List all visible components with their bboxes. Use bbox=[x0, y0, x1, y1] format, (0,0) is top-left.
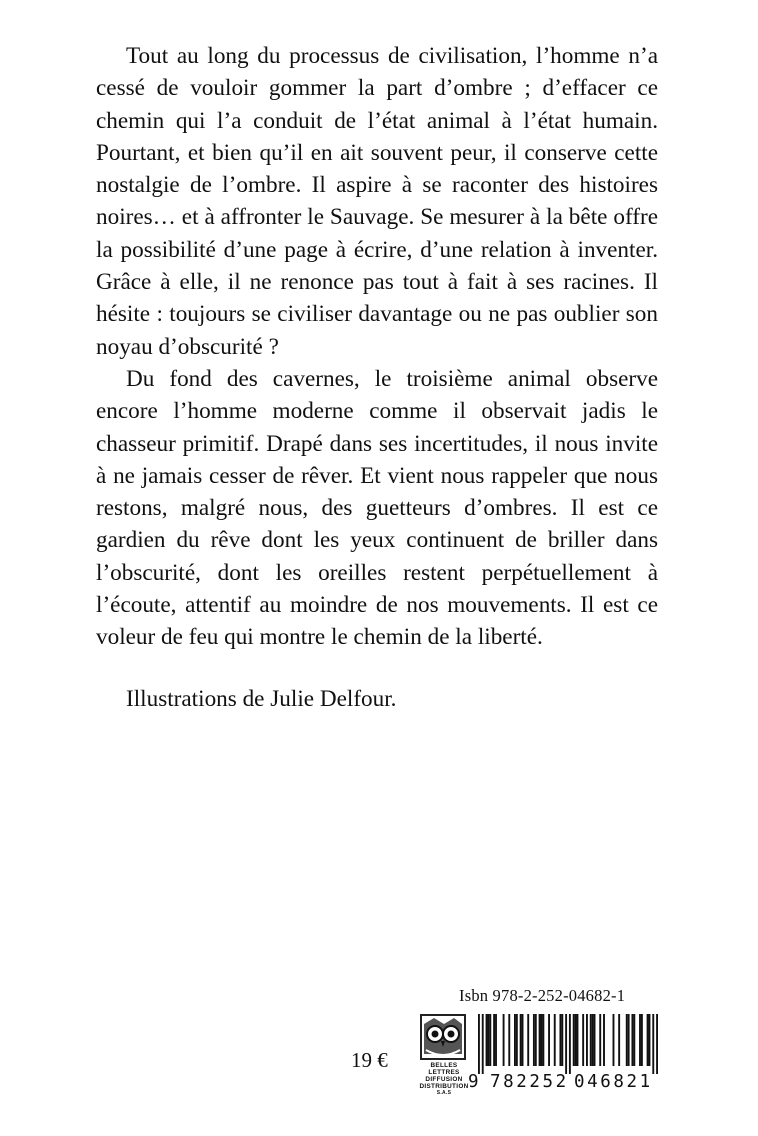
logo-line-1: BELLES LETTRES bbox=[428, 1062, 460, 1076]
barcode-digits bbox=[468, 1072, 658, 1094]
barcode-bar bbox=[594, 1014, 596, 1066]
barcode-bar bbox=[559, 1014, 561, 1066]
barcode-bar bbox=[514, 1014, 516, 1066]
barcode-bar bbox=[626, 1014, 628, 1066]
back-cover-text bbox=[96, 40, 658, 654]
barcode-bar bbox=[535, 1014, 537, 1066]
barcode-bar bbox=[542, 1014, 544, 1066]
barcode-bar bbox=[503, 1014, 505, 1066]
barcode-bar bbox=[647, 1014, 649, 1066]
barcode-bar bbox=[639, 1014, 641, 1066]
barcode-bar bbox=[522, 1014, 524, 1066]
barcode-bar bbox=[603, 1014, 605, 1066]
barcode-bar bbox=[618, 1014, 620, 1066]
price: 19 € bbox=[351, 1048, 388, 1072]
barcode-bar bbox=[548, 1014, 550, 1066]
barcode-right-digits: 046821 bbox=[574, 1072, 653, 1092]
barcode-bar bbox=[508, 1014, 510, 1066]
barcode-bar bbox=[628, 1014, 630, 1066]
logo-line-2: DIFFUSION bbox=[425, 1076, 463, 1083]
barcode-bar bbox=[487, 1014, 489, 1066]
isbn-text: Isbn 978-2-252-04682-1 bbox=[459, 986, 626, 1005]
barcode-bar bbox=[561, 1014, 563, 1066]
barcode-bar bbox=[520, 1014, 522, 1066]
barcode-bar bbox=[554, 1014, 556, 1066]
barcode-bar bbox=[613, 1014, 615, 1066]
barcode-bar bbox=[633, 1014, 635, 1066]
barcode-left-digits: 782252 bbox=[490, 1072, 569, 1092]
barcode-guard-bar bbox=[652, 1014, 654, 1074]
barcode-bar bbox=[575, 1014, 577, 1066]
barcode-lead-digit: 9 bbox=[468, 1072, 479, 1092]
barcode-bar bbox=[582, 1014, 584, 1066]
barcode-bars bbox=[478, 1014, 658, 1074]
barcode-bar bbox=[592, 1014, 594, 1066]
barcode-guard-bar bbox=[656, 1014, 658, 1074]
illustration-credit: Illustrations de Julie Delfour. bbox=[126, 686, 397, 712]
barcode-bar bbox=[631, 1014, 633, 1066]
barcode-bar bbox=[516, 1014, 518, 1066]
paragraph-2: Du fond des cavernes, le troisième animal observe encore l’homme moderne comme il observait jadis le chasseur primitif. Drapé dans ses incertitudes, il nous invite à ne jamais cesser de rêver. Et vient nous rappeler que nous restons, malgré nous, des guetteurs d’ombres. Il est ce gardien du rêve dont les yeux continuent de briller dans l’obscurité, dont les oreilles restent perpétuellement à l’écoute, attentif au moindre de nos mouvements. Il est ce voleur de feu qui montre le chemin de la liberté. bbox=[96, 365, 658, 651]
barcode-guard-bar bbox=[482, 1014, 484, 1074]
barcode-guard-bar bbox=[569, 1014, 571, 1074]
barcode-bar bbox=[539, 1014, 541, 1066]
paragraph-1: Tout au long du processus de civilisation, l’homme n’a cessé de vouloir gommer la part d’ombre ; d’effacer ce chemin qui l’a conduit de l’état animal à l’état humain. Pourtant, et bien qu’il en ait souvent peur, il conserve cette nostalgie de l’ombre. Il aspire à se raconter des histoires noires… et à affronter le Sauvage. Se mesurer à la bête offre la possibilité d’une page à écrire, d’une relation à inventer. Grâce à elle, il ne renonce pas tout à fait à ses racines. Il hésite : toujours se civiliser davantage ou ne pas oublier son noyau d’obscurité ? bbox=[96, 43, 658, 360]
logo-line-3: DISTRIBUTION bbox=[419, 1083, 469, 1090]
barcode-guard-bar bbox=[478, 1014, 480, 1074]
barcode-bar bbox=[527, 1014, 529, 1066]
barcode-bar bbox=[495, 1014, 497, 1066]
logo-line-4: S.A.S bbox=[436, 1090, 452, 1096]
barcode-bar bbox=[649, 1014, 651, 1066]
barcode-bar bbox=[489, 1014, 491, 1066]
barcode-bar bbox=[486, 1014, 488, 1066]
barcode bbox=[468, 1014, 658, 1096]
barcode-bar bbox=[641, 1014, 643, 1066]
barcode-bar bbox=[493, 1014, 495, 1066]
barcode-bar bbox=[599, 1014, 601, 1066]
barcode-guard-bar bbox=[565, 1014, 567, 1074]
barcode-bar bbox=[577, 1014, 579, 1066]
barcode-bar bbox=[533, 1014, 535, 1066]
barcode-bar bbox=[541, 1014, 543, 1066]
barcode-bar bbox=[586, 1014, 588, 1066]
owl-icon bbox=[420, 1014, 466, 1060]
distributor-logo-text bbox=[414, 1062, 474, 1097]
barcode-bar bbox=[590, 1014, 592, 1066]
barcode-bar bbox=[573, 1014, 575, 1066]
